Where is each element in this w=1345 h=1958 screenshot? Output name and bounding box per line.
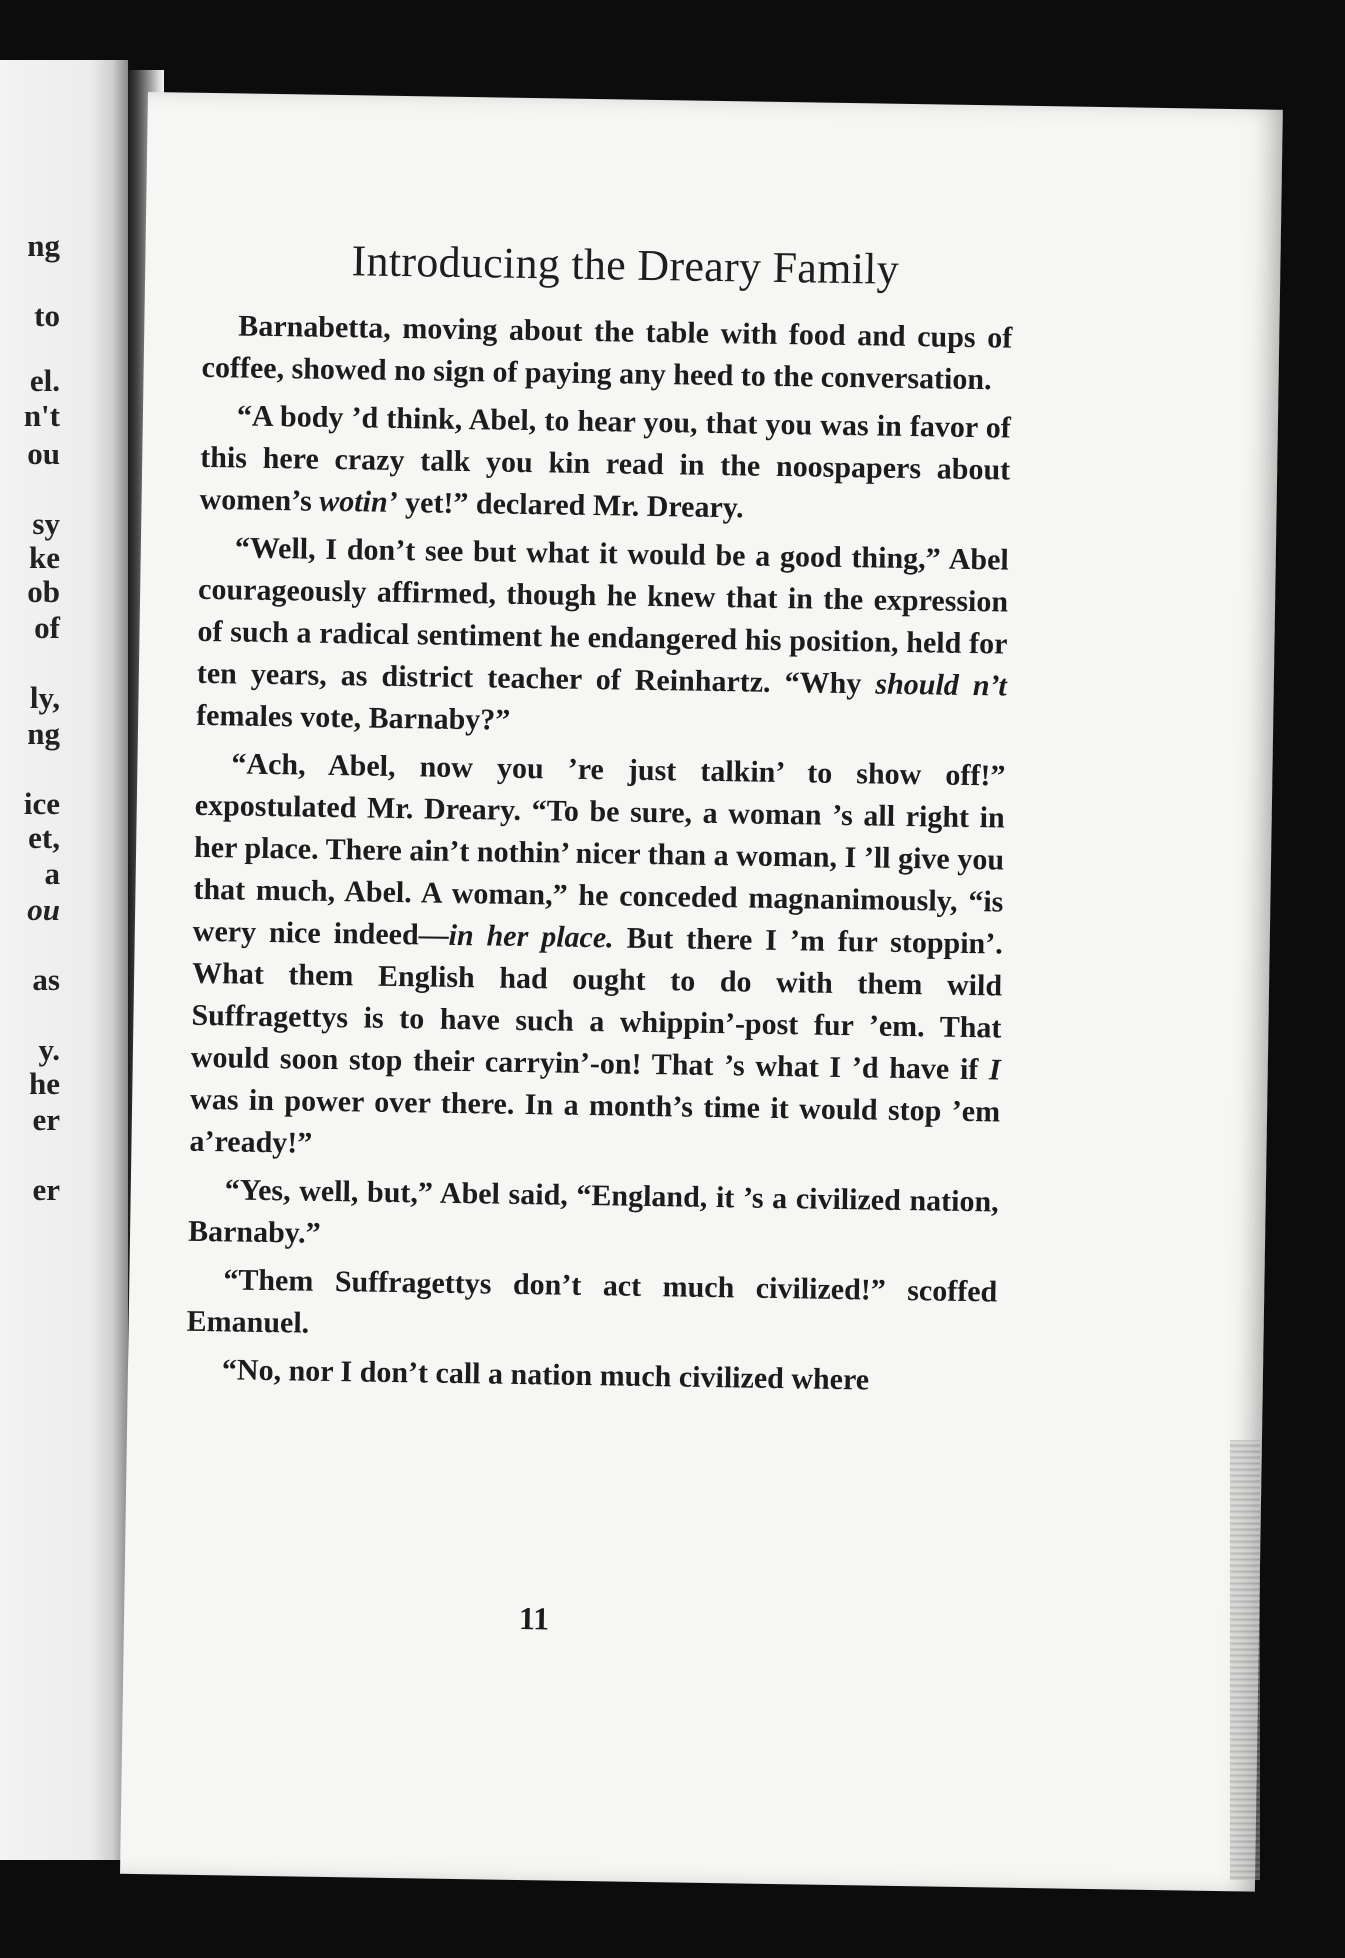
paragraph	[199, 395, 1011, 534]
text-run: yet!” declared Mr. Dreary.	[397, 485, 744, 525]
facing-page-fragment: ng	[27, 228, 60, 263]
facing-page-fragment: ice	[23, 786, 60, 821]
facing-page-fragment: ob	[27, 574, 60, 609]
paragraph	[188, 1169, 999, 1266]
page-body	[186, 305, 1013, 1404]
paragraph	[201, 305, 1012, 402]
paragraph	[189, 743, 1005, 1176]
facing-page-fragment: as	[32, 962, 60, 997]
text-run: females vote, Barnaby?”	[195, 698, 511, 737]
facing-page-edge	[0, 60, 128, 1860]
text-run: “Well, I don’t see but what it would be a good thing,” Abel courageously affirmed, though he knew that in the expression of such a radical sentiment he endangered his position, held for ten years, as district teacher of Reinhartz. “Why	[196, 531, 1010, 701]
text-run: “Ach, Abel, now you ’re just talkin’ to show off!” expostulated Mr. Dreary. “To be sure, a woman ’s all right in her place. There ain’t nothin’ nicer than a woman, I ’ll give you that much, Abel. A woman,” he conceded magnanimously, “is wery nice indeed—	[192, 747, 1006, 952]
italic-run: in her place.	[448, 918, 614, 955]
facing-page-fragment: ly,	[29, 680, 60, 715]
facing-page-fragment: ke	[29, 540, 60, 575]
text-run: “Them Suffragettys don’t act much civilized!” scoffed Emanuel.	[186, 1263, 998, 1340]
facing-page-fragment: a	[44, 856, 60, 891]
facing-page-fragment: et,	[28, 820, 60, 855]
facing-page-fragment: er	[32, 1172, 60, 1207]
text-run: “A body ’d think, Abel, to hear you, that you was in favor of this here crazy talk you kin read in the noospapers about women’s	[199, 399, 1012, 518]
facing-page-fragment: sy	[32, 506, 60, 541]
paragraph	[196, 527, 1009, 750]
facing-page-fragment: n't	[23, 398, 60, 433]
page-stack-edge	[1230, 1440, 1260, 1880]
text-run: “Yes, well, but,” Abel said, “England, it ’s a civilized nation, Barnaby.”	[187, 1173, 999, 1250]
facing-page-fragment: er	[32, 1102, 60, 1137]
book-page	[120, 92, 1283, 1892]
facing-page-fragment: y.	[38, 1032, 60, 1067]
text-run: Barnabetta, moving about the table with food and cups of coffee, showed no sign of paying any heed to the conversation.	[201, 309, 1013, 397]
facing-page-fragment: ou	[27, 892, 60, 927]
facing-page-fragment: el.	[29, 363, 60, 398]
page-number: 11	[518, 1600, 550, 1637]
facing-page-fragment: ng	[27, 716, 60, 751]
text-run: was in power over there. In a month’s time it would stop ’em a’ready!”	[189, 1082, 1001, 1160]
italic-run: should n’t	[875, 667, 1008, 703]
facing-page-fragment: ou	[27, 436, 60, 471]
italic-run: wotin’	[319, 484, 398, 519]
facing-page-fragment: he	[29, 1066, 60, 1101]
text-run: “No, nor I don’t call a nation much civilized where	[221, 1353, 870, 1397]
italic-run: I	[988, 1053, 1002, 1087]
facing-page-fragment: of	[34, 610, 60, 645]
facing-page-fragment: to	[34, 298, 60, 333]
text-run: But there I ’m fur stoppin’. What them English had ought to do with them wild Suffragettys is to have such a whippin’-post fur ’em. That would soon stop their carryin’-on! That ’s what I ’d have if	[190, 921, 1003, 1087]
paragraph	[186, 1349, 997, 1404]
paragraph	[186, 1259, 997, 1356]
running-header: Introducing the Dreary Family	[351, 236, 900, 294]
